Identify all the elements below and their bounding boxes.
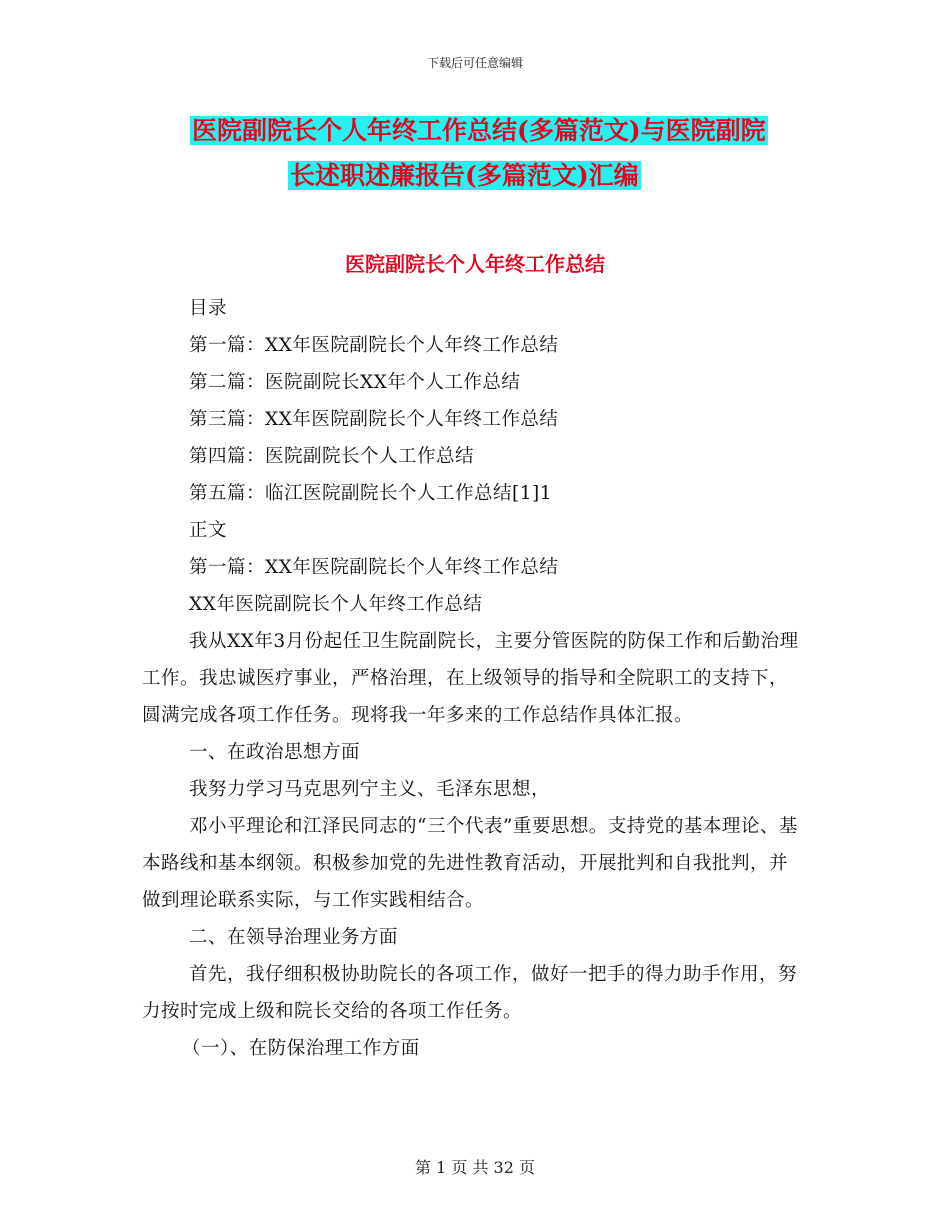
- subheading: 二、在领导治理业务方面: [189, 927, 399, 948]
- document-title-line2: 长述职述廉报告(多篇范文)汇编: [290, 161, 639, 190]
- paragraph: 首先，我仔细积极协助院长的各项工作，做好一把手的得力助手作用，努力按时完成上级和院长交给的各项工作任务。: [142, 964, 798, 1022]
- subheading: （一）、在防保治理工作方面: [182, 1038, 420, 1059]
- toc-item: 第一篇：XX年医院副院长个人年终工作总结: [189, 335, 559, 356]
- toc-heading: 目录: [189, 298, 228, 319]
- toc-item: 第五篇：临江医院副院长个人工作总结[1]1: [189, 483, 552, 504]
- page-header-note: 下载后可任意编辑: [426, 56, 523, 70]
- document-body: [142, 290, 802, 1067]
- document-title: [190, 108, 830, 198]
- paragraph: 邓小平理论和江泽民同志的“三个代表”重要思想。支持党的基本理论、基本路线和基本纲领。积极参加党的先进性教育活动，开展批判和自我批判，并做到理论联系实际，与工作实践相结合。: [142, 816, 798, 911]
- toc-item: 第三篇：XX年医院副院长个人年终工作总结: [189, 409, 559, 430]
- page-footer-number: 第 1 页 共 32 页: [415, 1158, 535, 1177]
- paragraph: 我努力学习马克思列宁主义、毛泽东思想，: [189, 779, 551, 800]
- toc-item: 第二篇：医院副院长XX年个人工作总结: [189, 372, 521, 393]
- chapter-heading: 第一篇：XX年医院副院长个人年终工作总结: [189, 557, 559, 578]
- section-title: 医院副院长个人年终工作总结: [345, 252, 605, 276]
- zhengwen-heading: 正文: [189, 520, 228, 541]
- paragraph: 我从XX年3月份起任卫生院副院长，主要分管医院的防保工作和后勤治理工作。我忠诚医疗事业，严格治理，在上级领导的指导和全院职工的支持下，圆满完成各项工作任务。现将我一年多来的工作总结作具体汇报。: [142, 631, 799, 726]
- document-title-line1: 医院副院长个人年终工作总结(多篇范文)与医院副院: [192, 116, 766, 145]
- chapter-subtitle: XX年医院副院长个人年终工作总结: [189, 594, 483, 615]
- subheading: 一、在政治思想方面: [189, 742, 361, 763]
- toc-item: 第四篇：医院副院长个人工作总结: [189, 446, 475, 467]
